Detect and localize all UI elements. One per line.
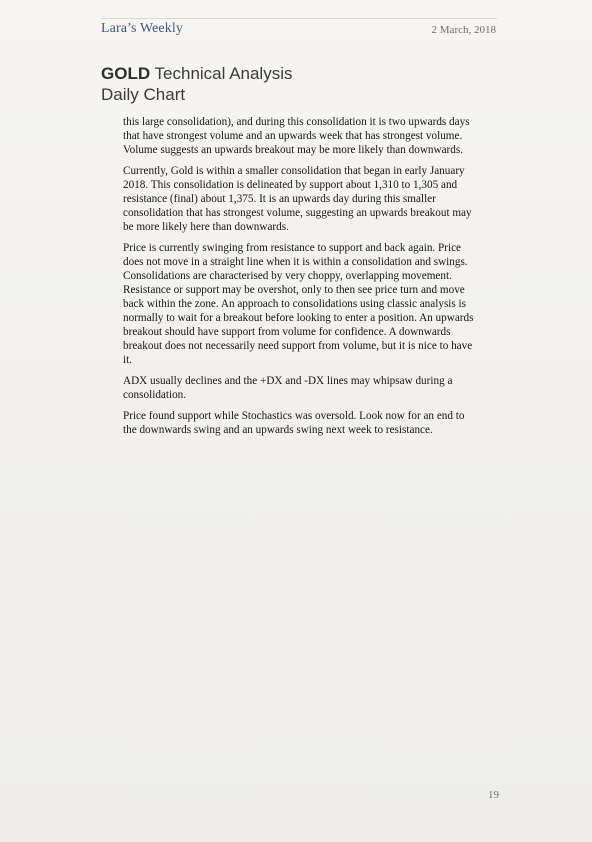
paragraph: Price found support while Stochastics was oversold. Look now for an end to the downwards swing and an upwards swing next week to resistance. xyxy=(123,410,465,436)
page-number: 19 xyxy=(488,789,499,801)
paragraph: this large consolidation), and during this consolidation it is two upwards days that have strongest volume and an upwards week that has strongest volume. Volume suggests an upwards breakout may be more likely than downwards. xyxy=(123,116,470,156)
header-divider xyxy=(101,18,497,19)
page-title xyxy=(101,63,293,105)
title-symbol: GOLD xyxy=(101,64,151,83)
title-subject: Technical Analysis xyxy=(154,64,293,83)
paragraph: Currently, Gold is within a smaller consolidation that began in early January 2018. This consolidation is delineated by support about 1,310 to 1,305 and resistance (final) about 1,375. It is an upwards day during this smaller consolidation that has strongest volume, suggesting an upwards breakout may be more likely here than downwards. xyxy=(123,165,472,233)
paragraph: Price is currently swinging from resistance to support and back again. Price does not move in a straight line when it is within a consolidation and swings. Consolidations are characterised by very choppy, overlapping movement. Resistance or support may be overshot, only to then see price turn and move back within the zone. An approach to consolidations using classic analysis is normally to wait for a breakout before looking to enter a position. An upwards breakout should have support from volume for confidence. A downwards breakout does not necessarily need support from volume, but it is nice to have it. xyxy=(123,242,474,366)
article-body xyxy=(123,115,475,444)
title-line-1 xyxy=(101,63,293,84)
publication-date: 2 March, 2018 xyxy=(431,24,496,36)
paragraph: ADX usually declines and the +DX and -DX lines may whipsaw during a consolidation. xyxy=(123,375,453,401)
title-line-2: Daily Chart xyxy=(101,85,186,104)
publication-name: Lara’s Weekly xyxy=(101,21,183,36)
